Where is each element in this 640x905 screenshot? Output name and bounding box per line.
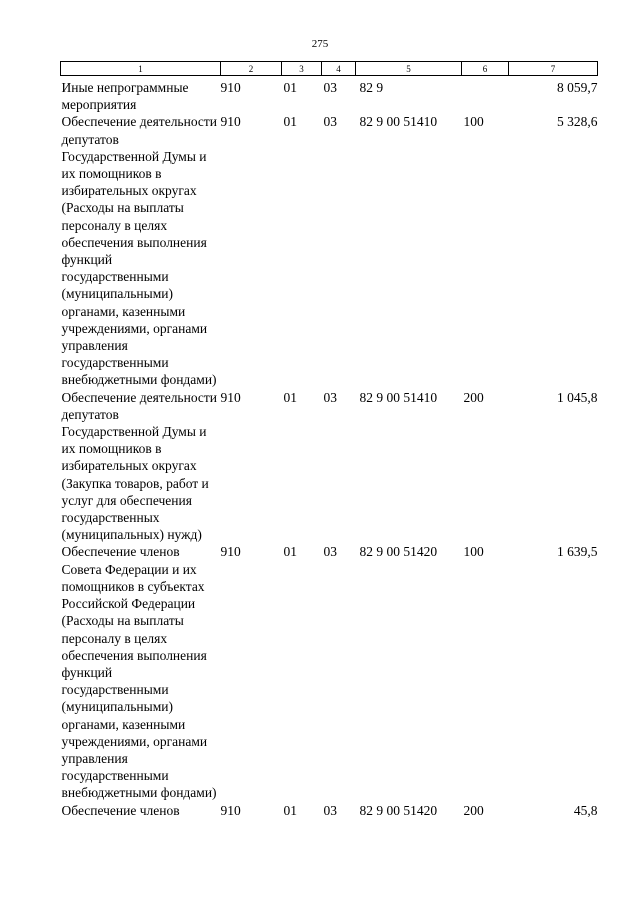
row-target-code: 82 9 00 51420 <box>359 544 438 560</box>
column-header: 3 <box>282 62 322 76</box>
row-ministry-code: 910 <box>220 544 241 560</box>
row-target-code: 82 9 <box>359 80 384 95</box>
column-header: 2 <box>221 62 282 76</box>
row-subsection-code: 03 <box>323 802 337 818</box>
row-section-code: 01 <box>283 114 297 130</box>
budget-table <box>60 61 598 819</box>
row-target-code: 82 9 00 51410 <box>359 389 438 405</box>
row-subsection-code: 03 <box>323 389 337 405</box>
row-expense-type: 200 <box>463 389 484 405</box>
table-row <box>61 76 598 114</box>
table-row <box>61 113 598 388</box>
table-body <box>61 76 598 819</box>
row-name: Иные непрограммные мероприятия <box>61 80 189 113</box>
column-header: 5 <box>356 62 462 76</box>
page-number: 275 <box>311 38 329 50</box>
row-section-code: 01 <box>283 80 297 95</box>
row-expense-type: 100 <box>463 544 484 560</box>
column-header: 4 <box>322 62 356 76</box>
table-row <box>61 543 598 801</box>
row-section-code: 01 <box>283 389 297 405</box>
row-subsection-code: 03 <box>323 544 337 560</box>
row-amount: 1 045,8 <box>557 389 598 405</box>
row-ministry-code: 910 <box>220 802 241 818</box>
row-amount: 5 328,6 <box>557 114 598 130</box>
row-ministry-code: 910 <box>220 80 241 95</box>
row-subsection-code: 03 <box>323 80 337 95</box>
row-target-code: 82 9 00 51410 <box>359 114 438 130</box>
row-expense-type: 200 <box>463 802 484 818</box>
row-name: Обеспечение членов <box>61 802 180 818</box>
column-header: 1 <box>61 62 221 76</box>
table-row <box>61 802 598 819</box>
row-name: Обеспечение членов Совета Федерации и их помощников в субъектах Российской Федерации (Расходы на выплаты персоналу в целях обеспечения выполнения функций государственными (муниципальными) органами, казенными учреждениями, органами управления государственными внебюджетными фондами) <box>61 544 217 801</box>
row-expense-type: 100 <box>463 114 484 130</box>
row-name: Обеспечение деятельности депутатов Государственной Думы и их помощников в избирательных округах (Закупка товаров, работ и услуг для обеспечения государственных (муниципальных) нужд) <box>61 389 218 543</box>
row-amount: 8 059,7 <box>557 80 598 95</box>
row-section-code: 01 <box>283 802 297 818</box>
row-amount: 45,8 <box>573 802 598 818</box>
row-ministry-code: 910 <box>220 389 241 405</box>
column-header: 6 <box>462 62 509 76</box>
row-amount: 1 639,5 <box>557 544 598 560</box>
row-section-code: 01 <box>283 544 297 560</box>
row-expense-type <box>462 76 509 114</box>
row-name: Обеспечение деятельности депутатов Государственной Думы и их помощников в избирательных округах (Расходы на выплаты персоналу в целях обеспечения выполнения функций государственными (муниципальными) органами, казенными учреждениями, органами управления государственными внебюджетными фондами) <box>61 114 218 388</box>
table-header <box>61 62 598 76</box>
row-subsection-code: 03 <box>323 114 337 130</box>
table-row <box>61 389 598 544</box>
column-header: 7 <box>509 62 598 76</box>
row-target-code: 82 9 00 51420 <box>359 802 438 818</box>
row-ministry-code: 910 <box>220 114 241 130</box>
header-row <box>61 62 598 76</box>
